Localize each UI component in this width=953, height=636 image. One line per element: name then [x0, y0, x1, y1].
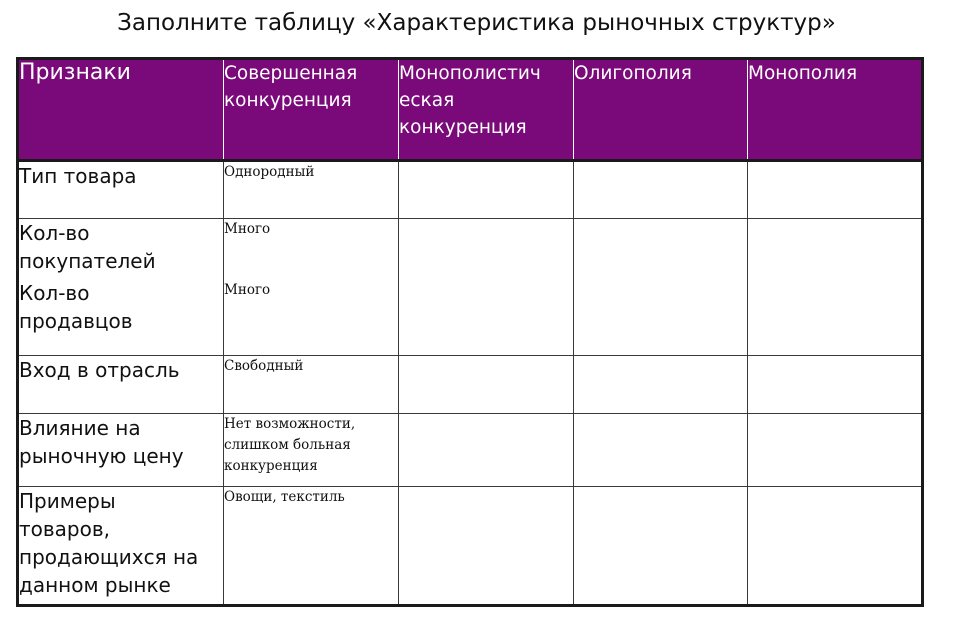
- table-row: [18, 487, 923, 606]
- cell-monopolistic[interactable]: [399, 219, 574, 356]
- row-label-buyers-sellers: [18, 219, 224, 356]
- label-line: Тип товара: [19, 164, 137, 188]
- cell-text: Нет возможности,: [224, 416, 356, 432]
- label-line: данном рынке: [19, 573, 171, 597]
- row-label-price-influence: [18, 414, 224, 487]
- cell-monopolistic[interactable]: [399, 487, 574, 606]
- cell-text: слишком больная: [224, 437, 351, 453]
- header-monopolistic-competition: [399, 59, 574, 161]
- header-line: конкуренция: [224, 90, 352, 111]
- cell-text: конкуренция: [224, 458, 318, 474]
- label-line: продающихся на: [19, 545, 199, 569]
- header-perfect-competition: [224, 59, 399, 161]
- label-line: Кол-во: [19, 221, 90, 245]
- label-line: продавцов: [19, 309, 133, 333]
- label-line: Влияние на: [19, 416, 141, 440]
- cell-text: Много: [224, 282, 271, 298]
- table-row: [18, 414, 923, 487]
- cell-perfect-competition[interactable]: [224, 161, 399, 219]
- cell-monopoly[interactable]: [748, 356, 923, 414]
- cell-text: Овощи, текстиль: [224, 489, 345, 505]
- row-label-market-entry: [18, 356, 224, 414]
- cell-text: Свободный: [224, 358, 304, 374]
- cell-perfect-competition[interactable]: [224, 414, 399, 487]
- cell-perfect-competition[interactable]: [224, 356, 399, 414]
- cell-monopoly[interactable]: [748, 414, 923, 487]
- label-line: покупателей: [19, 249, 156, 273]
- label-line: рыночную цену: [19, 444, 184, 468]
- cell-oligopoly[interactable]: [574, 487, 748, 606]
- cell-monopolistic[interactable]: [399, 414, 574, 487]
- cell-oligopoly[interactable]: [574, 219, 748, 356]
- header-line: Совершенная: [224, 63, 358, 84]
- header-features: Признаки: [18, 59, 224, 161]
- cell-perfect-competition[interactable]: [224, 487, 399, 606]
- table-row: [18, 161, 923, 219]
- header-line: еская: [399, 90, 455, 111]
- market-structures-table: [16, 57, 924, 607]
- header-oligopoly: Олигополия: [574, 59, 748, 161]
- row-label-product-type: [18, 161, 224, 219]
- cell-monopoly[interactable]: [748, 161, 923, 219]
- cell-monopolistic[interactable]: [399, 161, 574, 219]
- header-monopoly: Монополия: [748, 59, 923, 161]
- cell-text: Много: [224, 221, 271, 237]
- label-line: Кол-во: [19, 281, 90, 305]
- table-row: [18, 219, 923, 356]
- header-line: конкуренция: [399, 117, 527, 138]
- cell-oligopoly[interactable]: [574, 414, 748, 487]
- cell-text: Однородный: [224, 164, 315, 180]
- cell-monopolistic[interactable]: [399, 356, 574, 414]
- header-row: [18, 59, 923, 161]
- row-label-product-examples: [18, 487, 224, 606]
- label-line: Примеры: [19, 489, 116, 513]
- cell-monopoly[interactable]: [748, 219, 923, 356]
- cell-oligopoly[interactable]: [574, 161, 748, 219]
- label-line: товаров,: [19, 517, 111, 541]
- page-subtitle: Заполните таблицу «Характеристика рыночных структур»: [117, 10, 836, 36]
- header-line: Монополистич: [399, 63, 541, 84]
- cell-oligopoly[interactable]: [574, 356, 748, 414]
- label-line: Вход в отрасль: [19, 358, 180, 382]
- cell-perfect-competition[interactable]: [224, 219, 399, 356]
- cell-monopoly[interactable]: [748, 487, 923, 606]
- table-row: [18, 356, 923, 414]
